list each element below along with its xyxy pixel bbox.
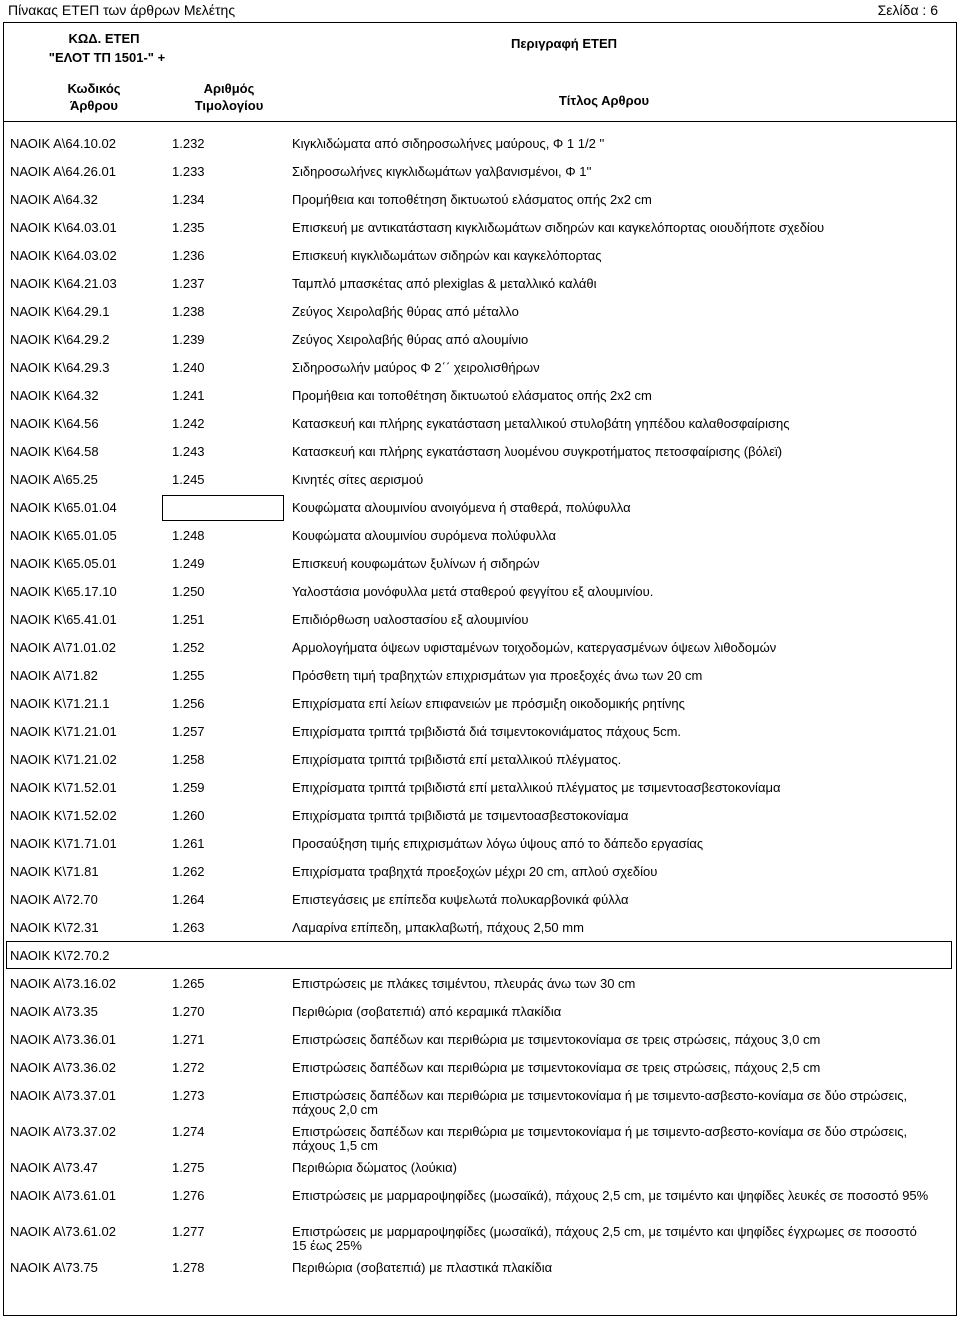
article-title: Κουφώματα αλουμινίου ανοιγόμενα ή σταθερά, πολύφυλλα — [292, 500, 631, 515]
article-code: ΝΑΟΙΚ Κ\71.21.1 — [10, 696, 110, 711]
article-title: Επιχρίσματα τραβηχτά προεξοχών μέχρι 20 cm, απλού σχεδίου — [292, 864, 658, 879]
article-code: ΝΑΟΙΚ Κ\64.56 — [10, 416, 99, 431]
invoice-number: 1.260 — [172, 808, 205, 823]
invoice-number: 1.251 — [172, 612, 205, 627]
article-title: Κινητές σίτες αερισμού — [292, 472, 424, 487]
invoice-number: 1.258 — [172, 752, 205, 767]
invoice-number: 1.249 — [172, 556, 205, 571]
invoice-number: 1.252 — [172, 640, 205, 655]
article-code: ΝΑΟΙΚ Α\71.01.02 — [10, 640, 116, 655]
article-title: Επισκευή κιγκλιδωμάτων σιδηρών και καγκελόπορτας — [292, 248, 602, 263]
article-code: ΝΑΟΙΚ Κ\65.01.05 — [10, 528, 117, 543]
invoice-number: 1.276 — [172, 1188, 205, 1203]
article-title: Υαλοστάσια μονόφυλλα μετά σταθερού φεγγίτου εξ αλουμινίου. — [292, 584, 654, 599]
page-number: Σελίδα : 6 — [877, 2, 938, 18]
article-title: Αρμολογήματα όψεων υφισταμένων τοιχοδομών, κατεργασμένων όψεων λιθοδομών — [292, 640, 777, 655]
article-code: ΝΑΟΙΚ Α\72.70 — [10, 892, 98, 907]
invoice-number: 1.273 — [172, 1088, 205, 1103]
article-code: ΝΑΟΙΚ Κ\71.21.01 — [10, 724, 117, 739]
article-code: ΝΑΟΙΚ Α\73.35 — [10, 1004, 98, 1019]
article-code: ΝΑΟΙΚ Α\64.32 — [10, 192, 98, 207]
article-code: ΝΑΟΙΚ Α\73.61.02 — [10, 1224, 116, 1239]
invoice-number: 1.248 — [172, 528, 205, 543]
invoice-number: 1.275 — [172, 1160, 205, 1175]
article-title: Επιστρώσεις με μαρμαροψηφίδες (μωσαϊκά), πάχους 2,5 cm, με τσιμέντο και ψηφίδες έγχρωμες σε ποσοστό 15 έως 25% — [292, 1224, 917, 1253]
article-code: ΝΑΟΙΚ Κ\72.31 — [10, 920, 99, 935]
elot-heading: "ΕΛΟΤ ΤΠ 1501-" + — [48, 50, 166, 65]
invoice-number: 1.274 — [172, 1124, 205, 1139]
article-code: ΝΑΟΙΚ Α\73.36.01 — [10, 1032, 116, 1047]
article-code: ΝΑΟΙΚ Α\73.75 — [10, 1260, 98, 1275]
invoice-number: 1.255 — [172, 668, 205, 683]
invoice-number: 1.278 — [172, 1260, 205, 1275]
invoice-number: 1.271 — [172, 1032, 205, 1047]
invoice-number: 1.256 — [172, 696, 205, 711]
invoice-number: 1.243 — [172, 444, 205, 459]
article-code: ΝΑΟΙΚ Α\71.82 — [10, 668, 98, 683]
article-title: Επιχρίσματα τριπτά τριβιδιστά επί μεταλλικού πλέγματος. — [292, 752, 622, 767]
invoice-number: 1.259 — [172, 780, 205, 795]
header-divider — [4, 121, 956, 122]
article-title: Επιστεγάσεις με επίπεδα κυψελωτά πολυκαρβονικά φύλλα — [292, 892, 629, 907]
invoice-number: 1.245 — [172, 472, 205, 487]
invoice-number: 1.263 — [172, 920, 205, 935]
invoice-number: 1.250 — [172, 584, 205, 599]
article-title: Ζεύγος Χειρολαβής θύρας από μέταλλο — [292, 304, 519, 319]
invoice-number: 1.272 — [172, 1060, 205, 1075]
article-code: ΝΑΟΙΚ Κ\64.29.2 — [10, 332, 110, 347]
article-title: Επιχρίσματα τριπτά τριβιδιστά διά τσιμεντοκονιάματος πάχους 5cm. — [292, 724, 682, 739]
document-title: Πίνακας ΕΤΕΠ των άρθρων Μελέτης — [8, 2, 236, 18]
article-code: ΝΑΟΙΚ Κ\65.01.04 — [10, 500, 117, 515]
article-code: ΝΑΟΙΚ Κ\64.29.3 — [10, 360, 110, 375]
article-title: Σιδηροσωλήν μαύρος Φ 2΄΄ χειρολισθήρων — [292, 360, 540, 375]
article-code: ΝΑΟΙΚ Α\64.10.02 — [10, 136, 116, 151]
empty-invoice-box — [162, 495, 284, 521]
invoice-number: 1.232 — [172, 136, 205, 151]
article-code: ΝΑΟΙΚ Κ\64.03.02 — [10, 248, 117, 263]
article-title: Κουφώματα αλουμινίου συρόμενα πολύφυλλα — [292, 528, 556, 543]
invoice-number: 1.240 — [172, 360, 205, 375]
article-code: ΝΑΟΙΚ Α\65.25 — [10, 472, 98, 487]
article-title: Επιστρώσεις δαπέδων και περιθώρια με τσιμεντοκονίαμα σε τρεις στρώσεις, πάχους 2,5 cm — [292, 1060, 821, 1075]
article-title: Περιθώρια (σοβατεπιά) από κεραμικά πλακίδια — [292, 1004, 562, 1019]
invoice-number: 1.239 — [172, 332, 205, 347]
invoice-number: 1.242 — [172, 416, 205, 431]
article-title: Ζεύγος Χειρολαβής θύρας από αλουμίνιο — [292, 332, 529, 347]
invoice-number: 1.241 — [172, 388, 205, 403]
article-code: ΝΑΟΙΚ Κ\65.41.01 — [10, 612, 117, 627]
article-code: ΝΑΟΙΚ Α\73.37.01 — [10, 1088, 116, 1103]
article-code: ΝΑΟΙΚ Κ\64.32 — [10, 388, 99, 403]
article-title: Επιστρώσεις με μαρμαροψηφίδες (μωσαϊκά), πάχους 2,5 cm, με τσιμέντο και ψηφίδες λευκές σε ποσοστό 95% — [292, 1188, 929, 1203]
article-code: ΝΑΟΙΚ Κ\65.05.01 — [10, 556, 117, 571]
article-title: Επιστρώσεις δαπέδων και περιθώρια με τσιμεντοκονίαμα ή με τσιμεντο-ασβεστο-κονίαμα σε δύο στρώσεις, πάχους 1,5 cm — [292, 1124, 908, 1153]
col-code-heading-2: Άρθρου — [69, 98, 118, 113]
article-code: ΝΑΟΙΚ Α\73.37.02 — [10, 1124, 116, 1139]
invoice-number: 1.264 — [172, 892, 205, 907]
article-code: ΝΑΟΙΚ Α\73.16.02 — [10, 976, 116, 991]
article-title: Επιστρώσεις δαπέδων και περιθώρια με τσιμεντοκονίαμα ή με τσιμεντο-ασβεστο-κονίαμα σε δύο στρώσεις, πάχους 2,0 cm — [292, 1088, 908, 1117]
col-invoice-heading-1: Αριθμός — [203, 81, 255, 96]
article-title: Περιθώρια (σοβατεπιά) με πλαστικά πλακίδια — [292, 1260, 553, 1275]
article-code: ΝΑΟΙΚ Α\73.47 — [10, 1160, 98, 1175]
article-code: ΝΑΟΙΚ Α\73.61.01 — [10, 1188, 116, 1203]
article-code: ΝΑΟΙΚ Κ\64.21.03 — [10, 276, 117, 291]
invoice-number: 1.238 — [172, 304, 205, 319]
invoice-number: 1.261 — [172, 836, 205, 851]
article-code: ΝΑΟΙΚ Α\73.36.02 — [10, 1060, 116, 1075]
article-title: Περιθώρια δώματος (λούκια) — [292, 1160, 457, 1175]
article-code: ΝΑΟΙΚ Κ\71.81 — [10, 864, 99, 879]
invoice-number: 1.257 — [172, 724, 205, 739]
article-code: ΝΑΟΙΚ Α\64.26.01 — [10, 164, 116, 179]
empty-row-box — [6, 941, 952, 969]
article-title: Επιστρώσεις δαπέδων και περιθώρια με τσιμεντοκονίαμα σε τρεις στρώσεις, πάχους 3,0 cm — [292, 1032, 821, 1047]
article-title: Λαμαρίνα επίπεδη, μπακλαβωτή, πάχους 2,50 mm — [292, 920, 584, 935]
invoice-number: 1.237 — [172, 276, 205, 291]
article-code: ΝΑΟΙΚ Κ\64.03.01 — [10, 220, 117, 235]
invoice-number: 1.270 — [172, 1004, 205, 1019]
article-title: Προμήθεια και τοποθέτηση δικτυωτού ελάσματος οπής 2x2 cm — [292, 192, 652, 207]
article-title: Προμήθεια και τοποθέτηση δικτυωτού ελάσματος οπής 2x2 cm — [292, 388, 652, 403]
article-code: ΝΑΟΙΚ Κ\64.58 — [10, 444, 99, 459]
invoice-number: 1.233 — [172, 164, 205, 179]
article-code: ΝΑΟΙΚ Κ\64.29.1 — [10, 304, 110, 319]
article-title: Κατασκευή και πλήρης εγκατάσταση μεταλλικού στυλοβάτη γηπέδου καλαθοσφαίρισης — [292, 416, 790, 431]
article-code: ΝΑΟΙΚ Κ\71.52.01 — [10, 780, 117, 795]
invoice-number: 1.234 — [172, 192, 205, 207]
article-title: Κατασκευή και πλήρης εγκατάσταση λυομένου συγκροτήματος πετοσφαίρισης (βόλεϊ) — [292, 444, 783, 459]
article-title: Επισκευή κουφωμάτων ξυλίνων ή σιδηρών — [292, 556, 540, 571]
article-code: ΝΑΟΙΚ Κ\65.17.10 — [10, 584, 117, 599]
article-title: Επιχρίσματα τριπτά τριβιδιστά επί μεταλλικού πλέγματος με τσιμεντοασβεστοκονίαμα — [292, 780, 781, 795]
article-title: Ταμπλό μπασκέτας από plexiglas & μεταλλικό καλάθι — [292, 276, 597, 291]
col-code-heading-1: Κωδικός — [67, 81, 121, 96]
invoice-number: 1.236 — [172, 248, 205, 263]
col-title-heading: Τίτλος Αρθρου — [558, 93, 650, 108]
article-title: Επιδιόρθωση υαλοστασίου εξ αλουμινίου — [292, 612, 529, 627]
article-code: ΝΑΟΙΚ Κ\72.70.2 — [10, 948, 110, 963]
kod-etep-heading: ΚΩΔ. ΕΤΕΠ — [68, 31, 140, 46]
perigrafi-etep-heading: Περιγραφή ΕΤΕΠ — [511, 36, 617, 51]
article-code: ΝΑΟΙΚ Κ\71.52.02 — [10, 808, 117, 823]
article-title: Επιστρώσεις με πλάκες τσιμέντου, πλευράς άνω των 30 cm — [292, 976, 636, 991]
article-title: Προσαύξηση τιμής επιχρισμάτων λόγω ύψους από το δάπεδο εργασίας — [292, 836, 704, 851]
article-title: Επιχρίσματα επί λείων επιφανειών με πρόσμιξη οικοδομικής ρητίνης — [292, 696, 685, 711]
article-code: ΝΑΟΙΚ Κ\71.71.01 — [10, 836, 117, 851]
article-title: Επισκευή με αντικατάσταση κιγκλιδωμάτων σιδηρών και καγκελόπορτας οιουδήποτε σχεδίου — [292, 220, 825, 235]
col-invoice-heading-2: Τιμολογίου — [194, 98, 264, 113]
invoice-number: 1.262 — [172, 864, 205, 879]
article-title: Κιγκλιδώματα από σιδηροσωλήνες μαύρους, Φ 1 1/2 '' — [292, 136, 605, 151]
article-title: Πρόσθετη τιμή τραβηχτών επιχρισμάτων για προεξοχές άνω των 20 cm — [292, 668, 703, 683]
article-title: Επιχρίσματα τριπτά τριβιδιστά με τσιμεντοασβεστοκονίαμα — [292, 808, 629, 823]
article-code: ΝΑΟΙΚ Κ\71.21.02 — [10, 752, 117, 767]
article-title: Σιδηροσωλήνες κιγκλιδωμάτων γαλβανισμένοι, Φ 1'' — [292, 164, 592, 179]
invoice-number: 1.265 — [172, 976, 205, 991]
invoice-number: 1.235 — [172, 220, 205, 235]
etep-table — [3, 22, 957, 1316]
invoice-number: 1.277 — [172, 1224, 205, 1239]
